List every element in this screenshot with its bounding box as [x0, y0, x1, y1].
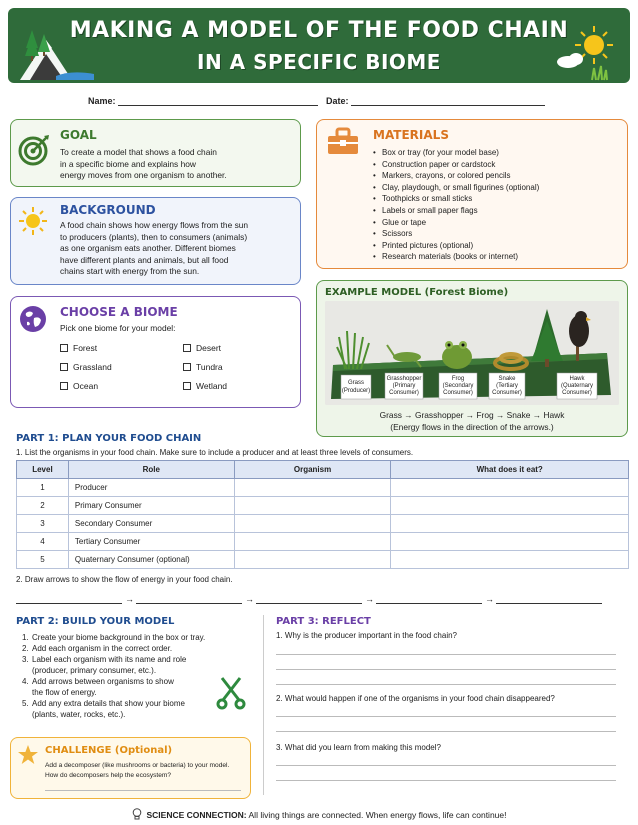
role-cell: Primary Consumer	[68, 497, 234, 515]
step-number: 4.	[22, 677, 29, 686]
build-steps-list	[22, 632, 222, 720]
star-icon	[17, 744, 39, 766]
answer-line[interactable]	[276, 765, 616, 766]
table-row	[17, 497, 629, 515]
col-organism: Organism	[234, 461, 391, 479]
goal-line: in a specific biome and explains how	[60, 158, 196, 169]
label-hawk-role2: Consumer)	[562, 390, 592, 396]
arrow-right-icon: →	[365, 594, 374, 604]
date-label: Date:	[326, 96, 349, 106]
goal-title: GOAL	[60, 128, 97, 142]
background-panel	[10, 197, 301, 285]
biome-option-forest[interactable]	[60, 343, 97, 353]
material-item: • Construction paper or cardstock	[373, 159, 539, 171]
arrow-right-icon: →	[125, 594, 134, 604]
step-item	[22, 698, 222, 720]
checkbox[interactable]	[60, 344, 68, 352]
food-chain-table	[16, 460, 629, 569]
organism-cell[interactable]	[234, 479, 391, 497]
step-item	[22, 632, 222, 643]
part2-title: PART 2: BUILD YOUR MODEL	[16, 616, 175, 627]
level-cell: 1	[17, 479, 69, 497]
material-item: • Research materials (books or internet)	[373, 251, 539, 263]
answer-line[interactable]	[276, 716, 616, 717]
example-model-panel	[316, 280, 628, 437]
step-number: 1.	[22, 633, 29, 642]
step-text: Label each organism with its name and role	[32, 655, 187, 664]
level-cell: 5	[17, 551, 69, 569]
toolbox-icon	[326, 126, 360, 156]
materials-list	[373, 147, 539, 263]
label-grasshopper: Grasshopper	[386, 376, 422, 382]
step-item	[22, 654, 222, 676]
answer-line[interactable]	[276, 654, 616, 655]
background-line: to producers (plants), then to consumers (animals)	[60, 231, 248, 242]
step-text: Add arrows between organisms to show	[32, 677, 174, 686]
option-label: Tundra	[196, 362, 223, 372]
food-chain-diorama-image	[325, 301, 619, 405]
scissors-icon	[216, 676, 246, 710]
level-cell: 2	[17, 497, 69, 515]
challenge-panel	[10, 737, 251, 799]
background-line: have different plants and animals, but all food	[60, 254, 229, 265]
background-title: BACKGROUND	[60, 203, 156, 217]
col-eats: What does it eat?	[391, 461, 629, 479]
banner-title-line2: IN A SPECIFIC BIOME	[197, 50, 441, 74]
challenge-line: Add a decomposer (like mushrooms or bacteria) to your model.	[45, 762, 230, 769]
label-snake: Snake	[498, 376, 516, 382]
step-number: 5.	[22, 699, 29, 708]
background-line: A food chain shows how energy flows from the sun	[60, 220, 249, 230]
background-line: chains start with energy from the sun.	[60, 266, 200, 277]
option-label: Wetland	[196, 381, 228, 391]
arrow-right-icon: →	[245, 594, 254, 604]
label-snake-role2: Consumer)	[492, 390, 522, 396]
checkbox[interactable]	[183, 363, 191, 371]
biome-option-wetland[interactable]	[183, 381, 227, 391]
goal-panel	[10, 119, 301, 187]
step-text: the flow of energy.	[32, 688, 97, 697]
step-text: Create your biome background in the box or tray.	[32, 633, 206, 642]
col-role: Role	[68, 461, 234, 479]
column-divider	[263, 615, 264, 795]
label-frog-role: (Secondary	[442, 383, 474, 389]
option-label: Forest	[73, 343, 98, 353]
name-label: Name:	[88, 96, 116, 106]
challenge-title: CHALLENGE (Optional)	[45, 745, 173, 756]
example-title: EXAMPLE MODEL (Forest Biome)	[325, 287, 509, 298]
name-field[interactable]	[88, 96, 318, 106]
eats-cell[interactable]	[391, 533, 629, 551]
example-caption-note: (Energy flows in the direction of the arrows.)	[390, 422, 554, 432]
goal-line: energy moves from one organism to another.	[60, 170, 227, 181]
challenge-line: How do decomposers help the ecosystem?	[45, 772, 172, 779]
part1-title: PART 1: PLAN YOUR FOOD CHAIN	[16, 433, 202, 444]
label-snake-role: (Tertiary	[496, 383, 518, 389]
checkbox[interactable]	[183, 344, 191, 352]
target-icon	[18, 134, 50, 166]
goal-text	[60, 147, 227, 182]
table-header-row	[17, 461, 629, 479]
reflect-question-3: 3. What did you learn from making this model?	[276, 743, 441, 752]
level-cell: 3	[17, 515, 69, 533]
label-hawk: Hawk	[569, 376, 585, 382]
biome-prompt: Pick one biome for your model:	[60, 323, 176, 333]
part1-instruction1: 1. List the organisms in your food chain. Make sure to include a producer and at least three levels of consumers.	[16, 448, 414, 457]
table-row	[17, 551, 629, 569]
checkbox[interactable]	[60, 382, 68, 390]
col-level: Level	[17, 461, 69, 479]
material-item: • Markers, crayons, or colored pencils	[373, 170, 539, 182]
label-grass-role: (Producer)	[341, 388, 371, 394]
goal-line: To create a model that shows a food chain	[60, 147, 217, 157]
label-frog-role2: Consumer)	[443, 390, 473, 396]
table-row	[17, 533, 629, 551]
biome-option-desert[interactable]	[183, 343, 221, 353]
answer-line[interactable]	[276, 669, 616, 670]
step-number: 2.	[22, 644, 29, 653]
option-label: Desert	[196, 343, 222, 353]
biome-option-ocean[interactable]	[60, 381, 98, 391]
energy-flow-arrows[interactable]	[16, 594, 616, 606]
step-text: (producer, primary consumer, etc.).	[32, 666, 157, 675]
date-line[interactable]	[351, 96, 545, 106]
eats-cell[interactable]	[391, 551, 629, 569]
eats-cell[interactable]	[391, 515, 629, 533]
eats-cell[interactable]	[391, 497, 629, 515]
part3-title: PART 3: REFLECT	[276, 616, 371, 627]
organism-cell[interactable]	[234, 497, 391, 515]
material-item: • Clay, playdough, or small figurines (optional)	[373, 182, 539, 194]
step-item	[22, 643, 222, 654]
table-row	[17, 479, 629, 497]
eats-cell[interactable]	[391, 479, 629, 497]
step-text: Add any extra details that show your biome	[32, 699, 185, 708]
checkbox[interactable]	[60, 363, 68, 371]
materials-panel	[316, 119, 628, 269]
date-field[interactable]	[326, 96, 545, 106]
example-model-photo	[325, 301, 619, 405]
challenge-text	[45, 761, 229, 781]
background-text	[60, 220, 248, 278]
part1-instruction2: 2. Draw arrows to show the flow of energy in your food chain.	[16, 575, 233, 584]
material-item: • Toothpicks or small sticks	[373, 193, 539, 205]
material-item: • Labels or small paper flags	[373, 205, 539, 217]
organism-cell[interactable]	[234, 551, 391, 569]
organism-blank[interactable]	[136, 594, 242, 604]
role-cell: Producer	[68, 479, 234, 497]
role-cell: Secondary Consumer	[68, 515, 234, 533]
biome-option-grassland[interactable]	[60, 362, 112, 372]
checkbox[interactable]	[183, 382, 191, 390]
label-frog: Frog	[451, 376, 465, 382]
reflect-question-1: 1. Why is the producer important in the food chain?	[276, 631, 457, 640]
materials-title: MATERIALS	[373, 128, 449, 142]
role-cell: Tertiary Consumer	[68, 533, 234, 551]
level-cell: 4	[17, 533, 69, 551]
organism-blank[interactable]	[376, 594, 482, 604]
label-grasshopper-role: (Primary	[392, 383, 416, 389]
organism-blank[interactable]	[256, 594, 362, 604]
background-line: as one organism eats another. Different biomes	[60, 243, 236, 254]
role-cell: Quaternary Consumer (optional)	[68, 551, 234, 569]
organism-blank[interactable]	[496, 594, 602, 604]
step-item	[22, 676, 222, 698]
organism-cell[interactable]	[234, 533, 391, 551]
label-grasshopper-role2: Consumer)	[389, 390, 419, 396]
material-item: • Box or tray (for your model base)	[373, 147, 539, 159]
biome-option-tundra[interactable]	[183, 362, 223, 372]
arrow-right-icon: →	[485, 594, 494, 604]
name-line[interactable]	[118, 96, 318, 106]
banner-title-line1: MAKING A MODEL OF THE FOOD CHAIN	[69, 18, 569, 43]
material-item: • Glue or tape	[373, 217, 539, 229]
label-grass: Grass	[347, 380, 365, 386]
footer-text: All living things are connected. When energy flows, life can continue!	[246, 810, 507, 820]
step-number: 3.	[22, 655, 29, 664]
material-item: • Scissors	[373, 228, 539, 240]
biome-title: CHOOSE A BIOME	[60, 305, 178, 319]
organism-blank[interactable]	[16, 594, 122, 604]
reflect-question-2: 2. What would happen if one of the organisms in your food chain disappeared?	[276, 694, 555, 703]
globe-icon	[18, 304, 48, 334]
answer-line[interactable]	[276, 731, 616, 732]
footer-label: SCIENCE CONNECTION:	[146, 810, 247, 820]
sun-cloud-icon	[556, 22, 616, 82]
table-row	[17, 515, 629, 533]
answer-line[interactable]	[276, 684, 616, 685]
step-text: (plants, water, rocks, etc.).	[32, 710, 126, 719]
title-banner	[8, 8, 630, 83]
answer-line[interactable]	[45, 790, 241, 791]
biome-panel	[10, 296, 301, 408]
label-hawk-role: (Quaternary	[560, 383, 594, 389]
material-item: • Printed pictures (optional)	[373, 240, 539, 252]
step-text: Add each organism in the correct order.	[32, 644, 173, 653]
sun-icon	[18, 206, 48, 236]
option-label: Grassland	[73, 362, 112, 372]
example-caption-chain: Grass → Grasshopper → Frog → Snake → Hawk	[379, 410, 565, 420]
answer-line[interactable]	[276, 780, 616, 781]
option-label: Ocean	[73, 381, 99, 391]
organism-cell[interactable]	[234, 515, 391, 533]
science-connection-footer	[0, 808, 638, 820]
lightbulb-icon	[132, 808, 142, 820]
